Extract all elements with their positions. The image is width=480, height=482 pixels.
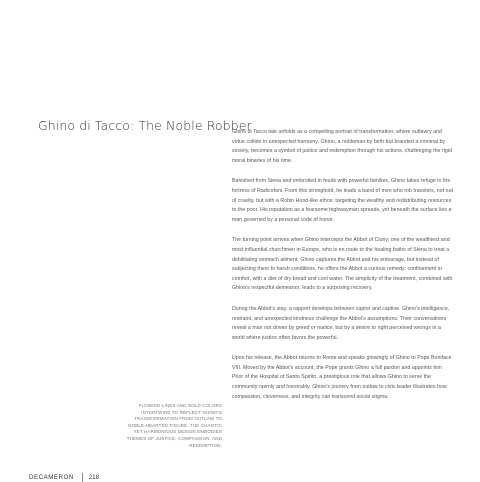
paragraph-1: Ghino di Tacco tale unfolds as a compelling portrait of transformation, where outlawry and virtue collide in unexpected harmony. Ghino, a nobleman by birth but branded a criminal by society, becomes a symbol of justice and redemption through his actions, challenging the rigid moral binaries of his time.: [232, 129, 453, 164]
page-number: 218: [88, 474, 100, 481]
image-caption: FLOWING LINES AND BOLD COLORS INTERTWINE TO REFLECT GHINO'S TRANSFORMATION FROM OUTLAW TO NOBLE-HEARTED FIGURE. THE CHAOTIC YET HARMONIOUS DESIGN EMBODIES THEMES OF JUSTICE, COMPASSION, AND REDEMPTION.: [126, 403, 222, 448]
paragraph-4: During the Abbot's stay, a rapport develops between captor and captive. Ghino's intelligence, restraint, and unexpected kindness challenge the Abbot's assumptions. Their conversations reveal a man not driven by greed or malice, but by a desire to right perceived wrongs in a world where justice often favors the powerful.: [232, 305, 450, 341]
article-body: [232, 128, 454, 413]
article-title: Ghino di Tacco: The Noble Robber: [38, 118, 252, 134]
footer-divider: [82, 473, 83, 482]
paragraph-2: Banished from Siena and embroiled in feuds with powerful families, Ghino takes refuge in the fortress of Radicofani. From this stronghold, he leads a band of men who rob travelers, not out of cruelty, but with a Robin Hood-like ethos: targeting the wealthy and redistributing resources to the poor. His reputation as a fearsome highwayman spreads, yet beneath the surface lies a man governed by a personal code of honor.: [232, 178, 454, 223]
paragraph-3: The turning point arrives when Ghino intercepts the Abbot of Cluny, one of the wealthiest and most influential churchmen in Europe, who is en route to the healing baths of Siena to treat a debilitating stomach ailment. Ghino captures the Abbot and his entourage, but instead of subjecting them to harsh conditions, he offers the Abbot a curious remedy: confinement in comfort, with a diet of dry bread and cool water. The simplicity of the treatment, combined with Ghino's respectful demeanor, leads to a surprising recovery.: [232, 237, 453, 292]
paragraph-5: Upon his release, the Abbot returns to Rome and speaks glowingly of Ghino to Pope Boniface VIII. Moved by the Abbot's account, the Pope grants Ghino a full pardon and appoints him Prior of the Hospital of Santo Spirito, a prestigious role that allows Ghino to serve the community openly and honorably. Ghino's journey from outlaw to civic leader illustrates how compassion, cleverness, and integrity can transcend social stigma.: [232, 355, 452, 400]
section-name: DECAMERON: [29, 474, 74, 481]
page-footer: [29, 473, 99, 482]
